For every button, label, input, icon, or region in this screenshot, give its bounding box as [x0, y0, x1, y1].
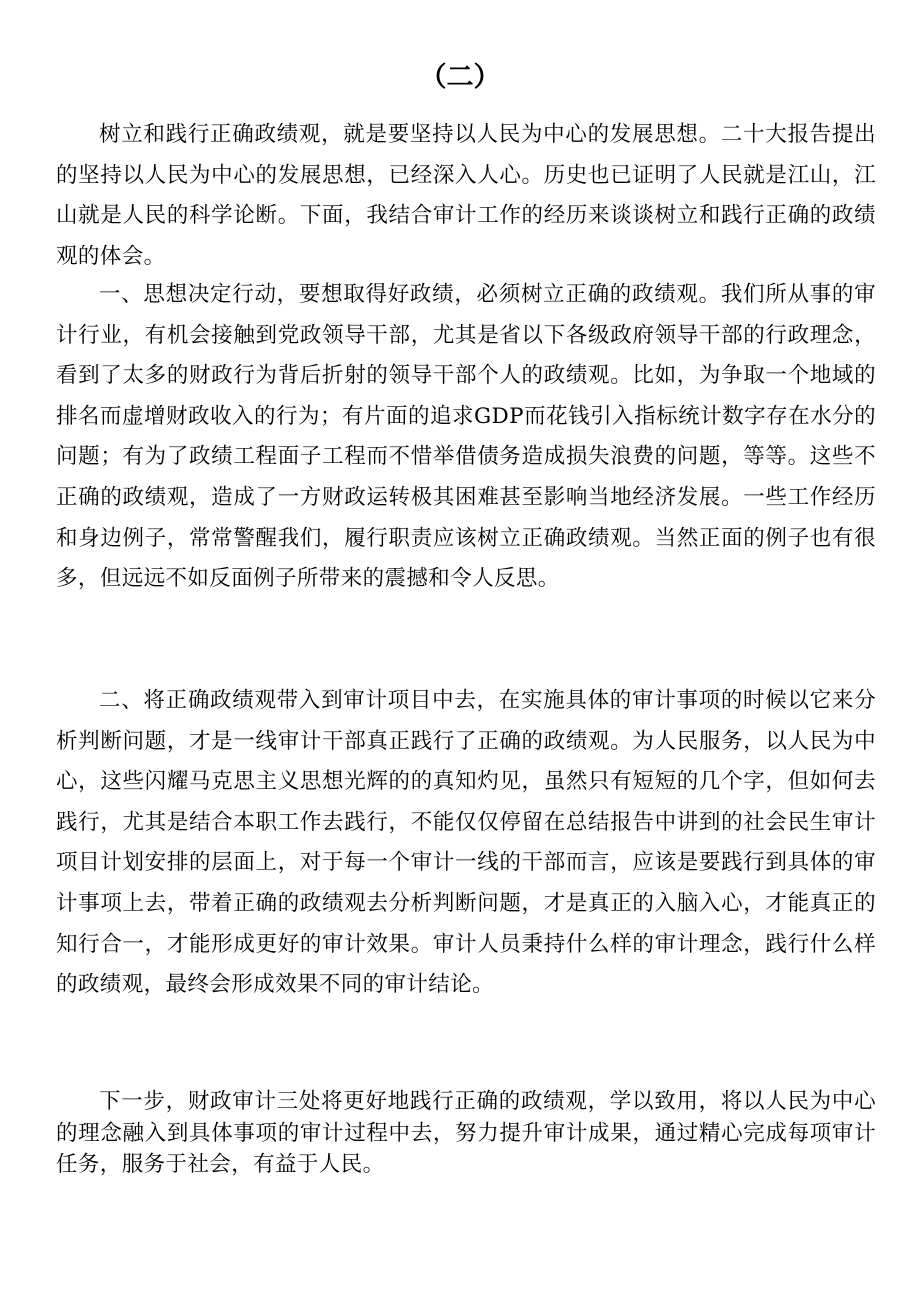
paragraph-point-one: 一、思想决定行动，要想取得好政绩，必须树立正确的政绩观。我们所从事的审计行业，有机会接触到党政领导干部，尤其是省以下各级政府领导干部的行政理念，看到了太多的财政行为背后折射的领导干部个人的政绩观。比如，为争取一个地域的排名而虚增财政收入的行为；有片面的追求GDP而花钱引入指标统计数字存在水分的问题；有为了政绩工程面子工程而不惜举借债务造成损失浪费的问题，等等。这些不正确的政绩观，造成了一方财政运转极其困难甚至影响当地经济发展。一些工作经历和身边例子，常常警醒我们，履行职责应该树立正确政绩观。当然正面的例子也有很多，但远远不如反面例子所带来的震撼和令人反思。 [56, 282, 876, 592]
paragraph-point-two: 二、将正确政绩观带入到审计项目中去，在实施具体的审计事项的时候以它来分析判断问题，才是一线审计干部真正践行了正确的政绩观。为人民服务，以人民为中心，这些闪耀马克思主义思想光辉的的真知灼见，虽然只有短短的几个字，但如何去践行，尤其是结合本职工作去践行，不能仅仅停留在总结报告中讲到的社会民生审计项目计划安排的层面上，对于每一个审计一线的干部而言，应该是要践行到具体的审计事项上去，带着正确的政绩观去分析判断问题，才是真正的入脑入心，才能真正的知行合一，才能形成更好的审计效果。审计人员秉持什么样的审计理念，践行什么样的政绩观，最终会形成效果不同的审计结论。 [56, 688, 876, 998]
section-heading: （二） [419, 62, 501, 93]
paragraph-next-steps: 下一步，财政审计三处将更好地践行正确的政绩观，学以致用，将以人民为中心的理念融入到具体事项的审计过程中去，努力提升审计成果，通过精心完成每项审计任务，服务于社会，有益于人民。 [56, 1089, 876, 1177]
paragraph-intro: 树立和践行正确政绩观，就是要坚持以人民为中心的发展思想。二十大报告提出的坚持以人民为中心的发展思想，已经深入人心。历史也已证明了人民就是江山，江山就是人民的科学论断。下面，我结合审计工作的经历来谈谈树立和践行正确的政绩观的体会。 [56, 122, 876, 269]
